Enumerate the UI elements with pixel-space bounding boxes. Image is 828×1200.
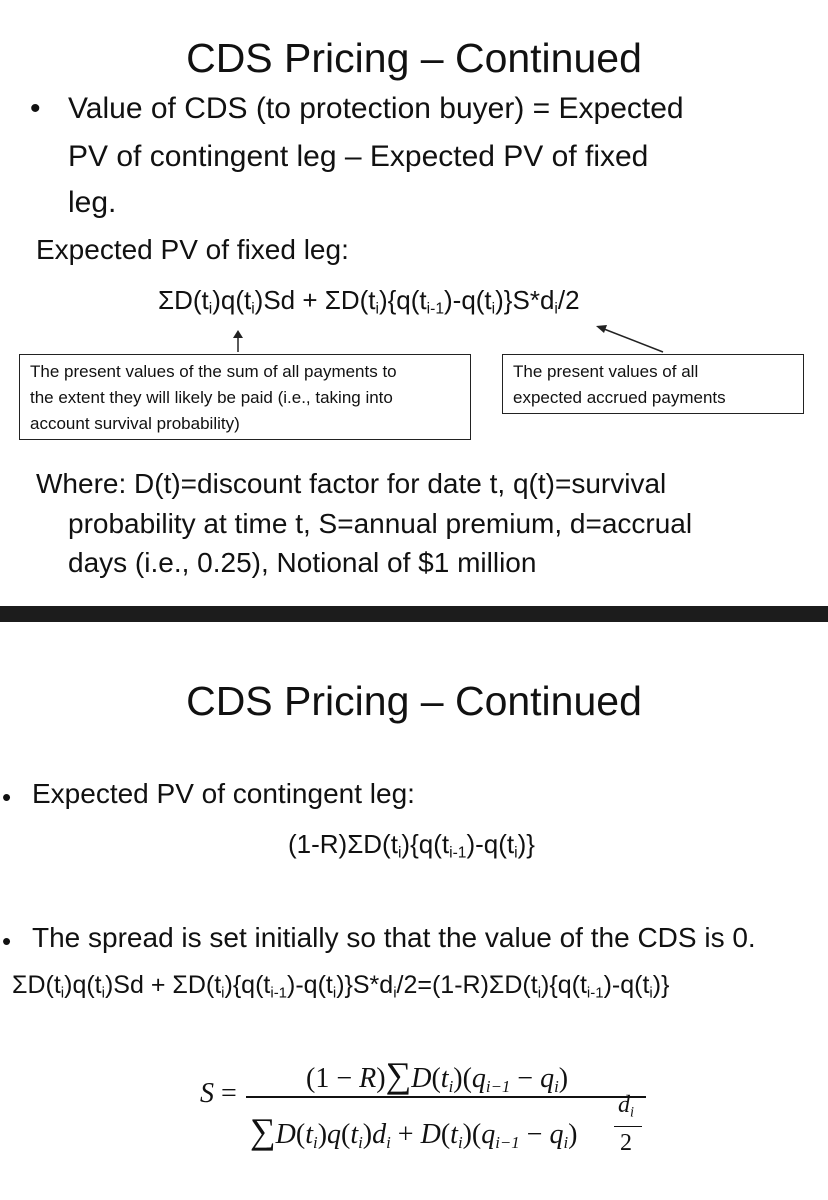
small-fraction-bar	[614, 1126, 642, 1127]
spread-lhs: S =	[200, 1078, 237, 1109]
callout-text: The present values of the sum of all payments to	[30, 362, 397, 381]
contingent-leg-formula: $(1-R)\Sigma D(t_i)\{q(t_{i-1})-q(t_i)\}$	[288, 829, 535, 862]
bullet-dot: •	[2, 782, 12, 812]
callout-text: The present values of all	[513, 362, 699, 381]
callout-right-box	[502, 354, 804, 414]
fraction-bar	[246, 1096, 646, 1098]
bullet-text: Expected PV of contingent leg:	[32, 778, 415, 809]
bullet-text-line: Value of CDS (to protection buyer) = Expected	[68, 92, 684, 125]
callout-text: the extent they will likely be paid (i.e., taking into	[30, 388, 393, 407]
fixed-leg-heading: Expected PV of fixed leg:	[36, 234, 349, 265]
arrow-up-head	[233, 330, 243, 338]
definitions-line: days (i.e., 0.25), Notional of $1 million	[68, 547, 537, 578]
slide-2	[0, 622, 828, 1200]
arrow-diagonal-line	[604, 329, 663, 352]
callout-left-box	[19, 354, 471, 440]
definitions-line: Where: D(t)=discount factor for date t, q(t)=survival	[36, 468, 667, 499]
definitions-line: probability at time t, S=annual premium, d=accrual	[68, 508, 693, 539]
bullet-text-line: leg.	[68, 186, 117, 219]
bullet-text-line: PV of contingent leg – Expected PV of fixed	[68, 140, 649, 173]
fixed-leg-formula: $\Sigma D(t_i)q(t_i)Sd + \Sigma D(t_i)\{q(t_{i-1})-q(t_i)\}S*d_i/2$	[158, 285, 580, 318]
bullet-text: The spread is set initially so that the value of the CDS is 0.	[32, 922, 756, 953]
callout-text: expected accrued payments	[513, 388, 726, 407]
callout-text: account survival probability)	[30, 414, 240, 433]
slide-divider	[0, 606, 828, 622]
spread-numerator: $(1 - R)\sum D(t_i)(q_{i-1} - q_i)$	[306, 1055, 569, 1097]
half-d-denominator: 2	[620, 1130, 632, 1156]
spread-denominator: $\sum D(t_i)q(t_i)d_i + D(t_i)(q_{i-1} - q_i)$	[250, 1111, 578, 1153]
arrow-diagonal-head	[596, 325, 607, 333]
spread-equation: $\Sigma D(t_i)q(t_i)Sd + \Sigma D(t_i)\{q(t_{i-1})-q(t_i)\}S*d_i/2=(1-R)\Sigma D(t_i)\{q(t_{i-1})-q(t_i)\}$	[12, 971, 670, 1002]
slide-title: CDS Pricing – Continued	[186, 678, 642, 724]
bullet-dot: •	[30, 92, 41, 125]
half-d-numerator: $d_i$	[618, 1092, 634, 1121]
bullet-dot: •	[2, 926, 12, 956]
slide-title: CDS Pricing – Continued	[186, 35, 642, 81]
